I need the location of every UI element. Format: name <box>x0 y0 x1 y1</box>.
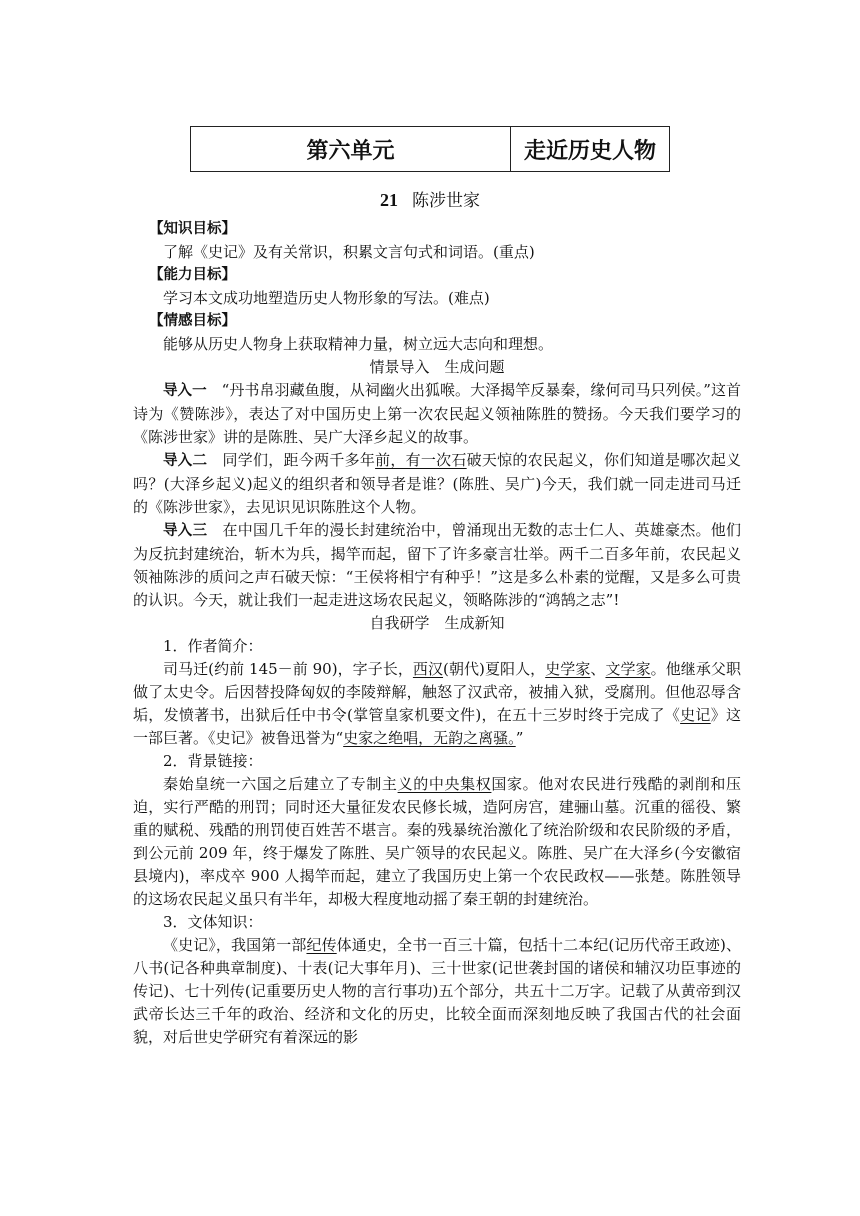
body-text: 体通史，全书一百三十篇，包括十二本纪(记历代帝王政迹)、八书(记各种典章制度)、十表(记大事年月)、三十世家(记世袭封国的诸侯和辅汉功臣事迹的传记)、七十列传(记重要历史人物的言行事功)五个部分，共五十二万字。记载了从黄帝到汉武帝长达三千年的政治、经济和文化的历史，比较全面而深刻地反映了我国古代的社会面貌，对后世史学研究有着深远的影 <box>133 936 741 1046</box>
background-heading: 2．背景链接： <box>163 752 263 770</box>
body-text: 国家。他对农民进行残酷的剥削和压迫，实行严酷的刑罚；同时还大量征发农民修长城，造阿房宫，建骊山墓。沉重的徭役、繁重的赋税、残酷的刑罚使百姓苦不堪言。秦的残暴统治激化了统治阶级和农民阶级的矛盾，到公元前 209 年，终于爆发了陈胜、吴广领导的农民起义。陈胜、吴广在大泽乡(今安徽宿县境内)，率戍卒 900 人揭竿而起，建立了我国历史上第一个农民政权——张楚。陈胜领导的这场农民起义虽只有半年，却极大程度地动摇了秦王朝的封建统治。 <box>133 775 741 908</box>
intro-paragraph-2 <box>133 449 741 519</box>
intro-label: 导入三 <box>163 523 208 539</box>
body-text: 、 <box>590 660 606 678</box>
intro-label: 导入二 <box>163 453 208 469</box>
underlined-text: 史记 <box>680 706 711 724</box>
emotion-objective-text: 能够从历史人物身上获取精神力量，树立远大志向和理想。 <box>163 335 554 353</box>
intro-label: 导入一 <box>163 383 207 399</box>
author-heading: 1．作者简介： <box>163 637 263 655</box>
body-text: 》这一部巨著。《史记》被鲁迅誉为“ <box>133 706 741 747</box>
underlined-text: 纪传 <box>306 936 337 954</box>
body-text: 。他继承父职做了太史令。后因替投降匈奴的李陵辩解，触怒了汉武帝，被捕入狱，受腐刑。但他忍辱含垢，发愤著书，出狱后任中书令(掌管皇家机要文件)，在五十三岁时终于完成了《 <box>133 660 741 724</box>
underlined-text: 西汉 <box>412 660 444 678</box>
body-text: 秦始皇统一六国之后建立了专制主 <box>163 775 398 793</box>
unit-number: 第六单元 <box>191 127 511 171</box>
unit-header-table <box>190 126 670 172</box>
section-heading-study: 自我研学 生成新知 <box>369 614 505 632</box>
lesson-content <box>133 218 741 1049</box>
underlined-text: 史学家 <box>545 660 591 678</box>
body-text: 《史记》，我国第一部 <box>163 936 307 954</box>
genre-heading: 3．文体知识： <box>163 913 263 931</box>
ability-objective-text: 学习本文成功地塑造历史人物形象的写法。(难点) <box>163 289 490 307</box>
underlined-text: 史家之绝唱，无韵之离骚。 <box>343 729 516 747</box>
background-paragraph <box>133 773 741 911</box>
section-heading-intro: 情景导入 生成问题 <box>369 358 505 376</box>
intro-text: 破天惊的农民起义，你们知道是哪次起义吗？(大泽乡起义)起义的组织者和领导者是谁？(陈胜、吴广)今天，我们就一同走进司马迁的《陈涉世家》，去见识见识陈胜这个人物。 <box>133 451 741 516</box>
knowledge-objective-text: 了解《史记》及有关常识，积累文言句式和词语。(重点) <box>163 243 535 261</box>
genre-paragraph <box>133 934 741 1049</box>
underlined-text: 前，有一次石 <box>375 451 467 469</box>
intro-paragraph-3 <box>133 519 741 612</box>
underlined-text: 义的中央集权 <box>397 775 492 793</box>
emotion-objective-heading: 【情感目标】 <box>149 313 236 329</box>
author-paragraph <box>133 658 741 750</box>
lesson-title <box>0 186 860 211</box>
intro-text: 同学们，距今两千多年 <box>207 451 376 469</box>
intro-text: “丹书帛羽藏鱼腹，从祠幽火出狐喉。大泽揭竿反暴秦，缘何司马只列侯。”这首诗为《赞陈涉》，表达了对中国历史上第一次农民起义领袖陈胜的赞扬。今天我们要学习的《陈涉世家》讲的是陈胜、吴广大泽乡起义的故事。 <box>133 381 742 446</box>
knowledge-objective-heading: 【知识目标】 <box>149 221 236 237</box>
lesson-name: 陈涉世家 <box>412 191 480 211</box>
intro-paragraph-1 <box>133 379 741 449</box>
lesson-number: 21 <box>380 190 398 210</box>
body-text: (朝代)夏阳人， <box>443 660 546 678</box>
underlined-text: 文学家 <box>605 660 651 678</box>
body-text: ” <box>515 729 524 747</box>
intro-text: 在中国几千年的漫长封建统治中，曾涌现出无数的志士仁人、英雄豪杰。他们为反抗封建统治，斩木为兵，揭竿而起，留下了许多豪言壮举。两千二百多年前，农民起义领袖陈涉的质问之声石破天惊：“王侯将相宁有种乎！”这是多么朴素的觉醒，又是多么可贵的认识。今天，就让我们一起走进这场农民起义，领略陈涉的“鸿鹄之志”! <box>133 521 742 609</box>
ability-objective-heading: 【能力目标】 <box>149 267 236 283</box>
body-text: 司马迁(约前 145－前 90)，字子长， <box>163 660 413 678</box>
unit-theme: 走近历史人物 <box>523 138 656 164</box>
